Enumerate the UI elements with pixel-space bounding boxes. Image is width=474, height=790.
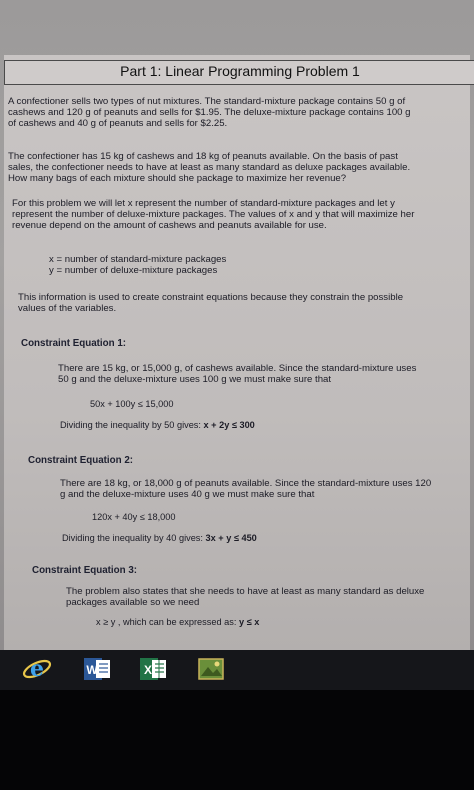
info-line: values of the variables. bbox=[18, 303, 117, 314]
excel-icon[interactable] bbox=[138, 654, 168, 684]
excel-letter: X bbox=[143, 663, 153, 677]
intro-line: cashews and 120 g of peanuts and sells for $1.95. The deluxe-mixture package contains 100 g bbox=[8, 107, 411, 118]
constraint-2-result: 3x + y ≤ 450 bbox=[205, 533, 257, 543]
constraint-2-equation: 120x + 40y ≤ 18,000 bbox=[92, 512, 176, 522]
division-label: Dividing the inequality by 40 gives: bbox=[62, 533, 206, 543]
constraint-1-result: x + 2y ≤ 300 bbox=[203, 420, 255, 430]
word-icon[interactable] bbox=[82, 654, 112, 684]
internet-explorer-icon[interactable] bbox=[22, 654, 52, 684]
constraint-2-line: There are 18 kg, or 18,000 g of peanuts available. Since the standard-mixture uses 120 bbox=[60, 478, 432, 489]
constraint-3-expression bbox=[96, 617, 259, 627]
variables-line: represent the number of deluxe-mixture packages. The values of x and y that will maximize her bbox=[12, 209, 415, 220]
problem-line: sales, the confectioner needs to have at least as many standard as deluxe packages available. bbox=[8, 162, 411, 173]
constraint-3-heading: Constraint Equation 3: bbox=[32, 565, 138, 576]
title-bar bbox=[4, 60, 474, 85]
intro-line: of cashews and 40 g of peanuts and sells for $2.25. bbox=[8, 118, 228, 129]
var-def-x: x = number of standard-mixture packages bbox=[49, 254, 227, 265]
constraint-1-line: 50 g and the deluxe-mixture uses 100 g we must make sure that bbox=[58, 374, 332, 385]
monitor-bezel bbox=[0, 690, 474, 790]
constraint-2-division bbox=[62, 533, 257, 543]
svg-text:e: e bbox=[30, 656, 44, 682]
constraint-2-heading: Constraint Equation 2: bbox=[28, 455, 134, 466]
intro-line: A confectioner sells two types of nut mixtures. The standard-mixture package contains 50 g of bbox=[8, 96, 406, 107]
constraint-1-heading: Constraint Equation 1: bbox=[21, 338, 127, 349]
constraint-1-equation: 50x + 100y ≤ 15,000 bbox=[90, 399, 174, 409]
photos-icon[interactable] bbox=[196, 654, 226, 684]
constraint-1-division bbox=[60, 420, 255, 430]
document-page bbox=[4, 55, 470, 650]
variables-line: For this problem we will let x represent the number of standard-mixture packages and let y bbox=[12, 198, 395, 209]
page-title: Part 1: Linear Programming Problem 1 bbox=[120, 63, 360, 79]
variables-line: revenue depend on the amount of cashews and peanuts available for use. bbox=[12, 220, 327, 231]
var-def-y: y = number of deluxe-mixture packages bbox=[49, 265, 218, 276]
constraint-3-label: x ≥ y , which can be expressed as: bbox=[96, 617, 239, 627]
info-line: This information is used to create constraint equations because they constrain the possible bbox=[18, 292, 404, 303]
constraint-2-line: g and the deluxe-mixture uses 40 g we must make sure that bbox=[60, 489, 315, 500]
constraint-1-line: There are 15 kg, or 15,000 g, of cashews available. Since the standard-mixture uses bbox=[58, 363, 417, 374]
constraint-3-line: The problem also states that she needs to have at least as many standard as deluxe bbox=[66, 586, 425, 597]
constraint-3-result: y ≤ x bbox=[238, 617, 260, 627]
problem-line: The confectioner has 15 kg of cashews and 18 kg of peanuts available. On the basis of past bbox=[8, 151, 398, 162]
division-label: Dividing the inequality by 50 gives: bbox=[60, 420, 204, 430]
taskbar bbox=[0, 650, 474, 690]
word-letter: W bbox=[86, 663, 98, 677]
constraint-3-line: packages available so we need bbox=[66, 597, 200, 608]
problem-line: How many bags of each mixture should she package to maximize her revenue? bbox=[8, 173, 347, 184]
